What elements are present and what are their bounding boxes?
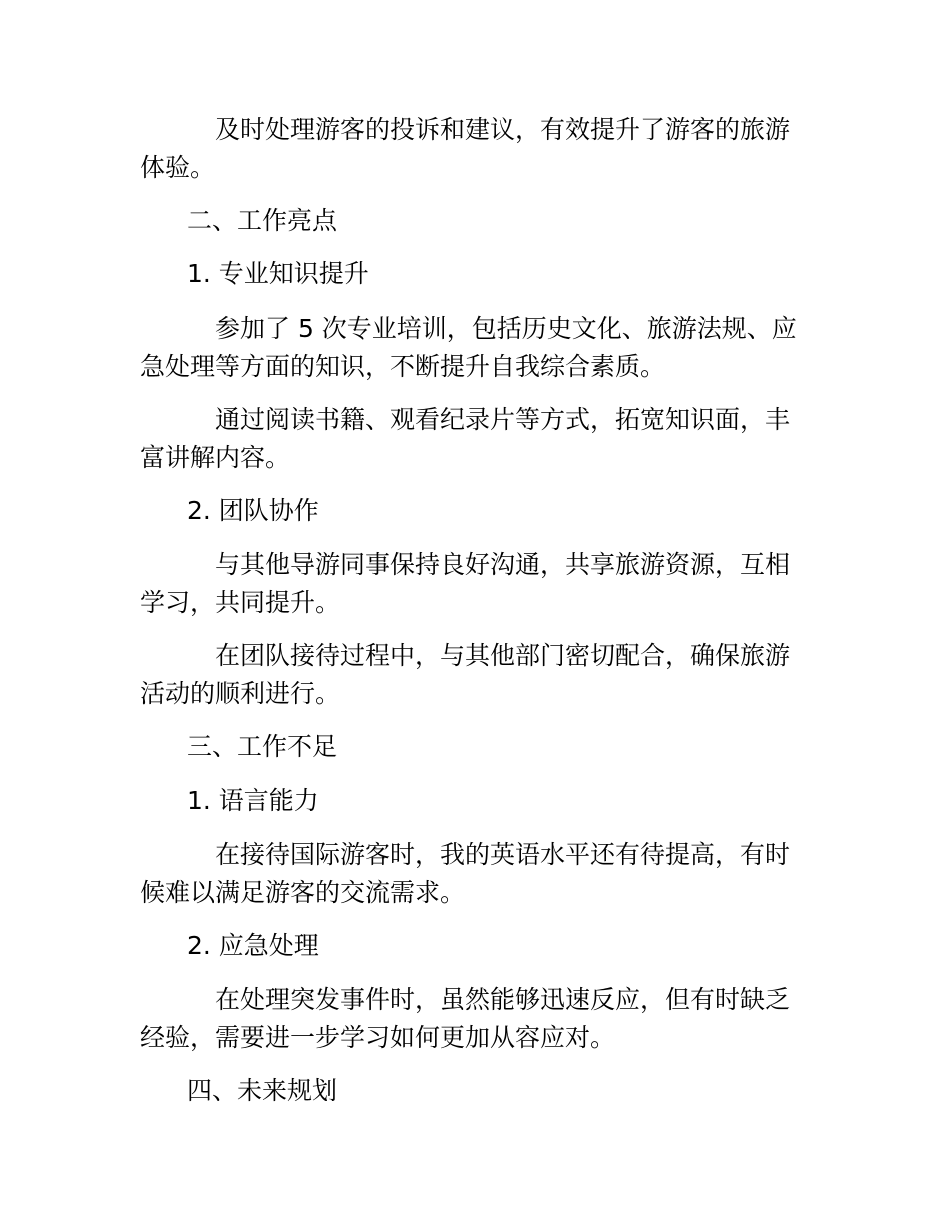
section-heading: 二、工作亮点 [187,206,338,235]
paragraph-line: 在接待国际游客时，我的英语水平还有待提高，有时 [215,840,791,869]
paragraph-line: 富讲解内容。 [140,443,291,472]
paragraph-line: 在团队接待过程中，与其他部门密切配合，确保旅游 [215,641,791,670]
subsection-heading: 1. 专业知识提升 [187,259,369,288]
section-heading: 四、未来规划 [187,1076,338,1105]
paragraph-line: 通过阅读书籍、观看纪录片等方式，拓宽知识面，丰 [215,405,791,434]
subsection-heading: 1. 语言能力 [187,786,319,815]
paragraph-line: 体验。 [140,153,216,182]
section-heading: 三、工作不足 [187,732,338,761]
paragraph-line: 及时处理游客的投诉和建议，有效提升了游客的旅游 [215,115,791,144]
subsection-heading: 2. 应急处理 [187,931,319,960]
paragraph-line: 急处理等方面的知识，不断提升自我综合素质。 [140,352,666,381]
paragraph-line: 与其他导游同事保持良好沟通，共享旅游资源，互相 [215,550,791,579]
paragraph-line: 学习，共同提升。 [140,588,341,617]
paragraph-line: 候难以满足游客的交流需求。 [140,878,466,907]
subsection-heading: 2. 团队协作 [187,496,319,525]
paragraph-line: 参加了 5 次专业培训，包括历史文化、旅游法规、应 [215,314,797,343]
paragraph-line: 活动的顺利进行。 [140,679,341,708]
paragraph-line: 在处理突发事件时，虽然能够迅速反应，但有时缺乏 [215,985,791,1014]
paragraph-line: 经验，需要进一步学习如何更加从容应对。 [140,1023,616,1052]
